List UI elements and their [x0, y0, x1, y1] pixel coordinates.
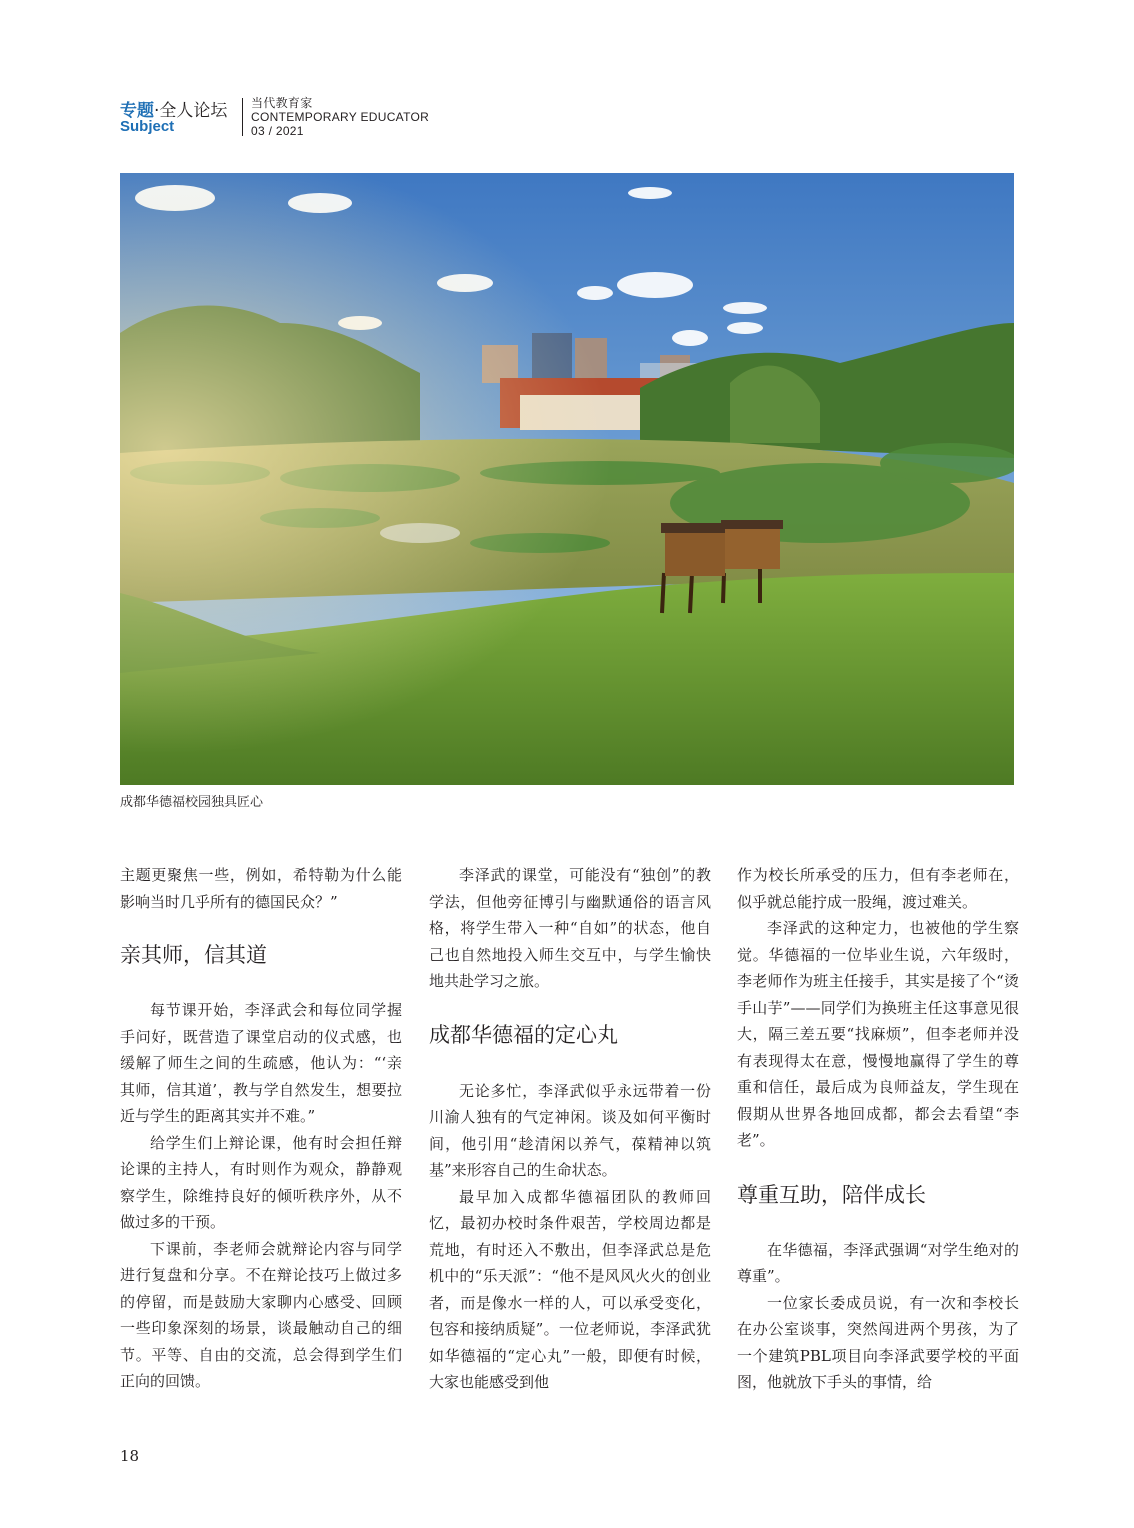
publication-name-cn: 当代教育家	[251, 96, 313, 110]
section-dot: ·	[154, 101, 160, 121]
issue-date: 03 / 2021	[251, 124, 304, 138]
campus-photo	[120, 173, 1014, 785]
paragraph: 给学生们上辩论课，他有时会担任辩论课的主持人，有时则作为观众，静静观察学生，除维持良好的倾听秩序外，从不做过多的干预。	[120, 1133, 402, 1231]
photo-caption: 成都华德福校园独具匠心	[120, 795, 264, 810]
paragraph: 最早加入成都华德福团队的教师回忆，最初办校时条件艰苦，学校周边都是荒地，有时还入不敷出，但李泽武总是危机中的“乐天派”：“他不是风风火火的创业者，而是像水一样的人，可以承受变化，包容和接纳质疑”。一位老师说，李泽武犹如华德福的“定心丸”一般，即便有时候，大家也能感受到他	[429, 1187, 711, 1391]
paragraph: 李泽武的这种定力，也被他的学生察觉。华德福的一位毕业生说，六年级时，李老师作为班主任接手，其实是接了个“烫手山芋”——同学们为换班主任这事意见很大，隔三差五要“找麻烦”，但李老师并没有表现得太在意，慢慢地赢得了学生的尊重和信任，最后成为良师益友，学生现在假期从世界各地回成都，都会去看望“李老”。	[737, 919, 1019, 1149]
subheading: 尊重互助，陪伴成长	[737, 1182, 926, 1207]
header-divider	[242, 98, 243, 136]
publication-name-en: CONTEMPORARY EDUCATOR	[251, 110, 430, 124]
paragraph: 李泽武的课堂，可能没有“独创”的教学法，但他旁征博引与幽默通俗的语言风格，将学生带入一种“自如”的状态，他自己也自然地投入师生交互中，与学生愉快地共赴学习之旅。	[429, 866, 711, 990]
text-column-1	[120, 862, 402, 1395]
paragraph: 主题更聚焦一些，例如，希特勒为什么能影响当时几乎所有的德国民众？”	[120, 866, 402, 911]
page-number: 18	[120, 1447, 140, 1465]
paragraph: 在华德福，李泽武强调“对学生绝对的尊重”。	[737, 1240, 1019, 1285]
paragraph: 作为校长所承受的压力，但有李老师在，似乎就总能拧成一股绳，渡过难关。	[737, 866, 1019, 911]
publication-info	[251, 96, 429, 138]
text-column-3	[737, 862, 1019, 1396]
subheading: 成都华德福的定心丸	[429, 1022, 618, 1047]
paragraph: 无论多忙，李泽武似乎永远带着一份川渝人独有的气定神闲。谈及如何平衡时间，他引用“趁清闲以养气，葆精神以筑基”来形容自己的生命状态。	[429, 1081, 711, 1179]
paragraph: 下课前，李老师会就辩论内容与同学进行复盘和分享。不在辩论技巧上做过多的停留，而是鼓励大家聊内心感受、回顾一些印象深刻的场景，谈最触动自己的细节。平等、自由的交流，总会得到学生们正向的回馈。	[120, 1239, 402, 1390]
subheading: 亲其师，信其道	[120, 943, 267, 967]
text-column-2	[429, 862, 711, 1396]
section-prefix: 专题	[120, 101, 154, 121]
paragraph: 一位家长委成员说，有一次和李校长在办公室谈事，突然闯进两个男孩，为了一个建筑PBL项目向李泽武要学校的平面图，他就放下手头的事情，给	[737, 1293, 1019, 1391]
paragraph: 每节课开始，李泽武会和每位同学握手问好，既营造了课堂启动的仪式感，也缓解了师生之间的生疏感，他认为：“‘亲其师，信其道’，教与学自然发生，想要拉近与学生的距离其实并不难。”	[120, 1001, 402, 1125]
section-title-en: Subject	[120, 118, 175, 135]
section-name: 全人论坛	[159, 101, 228, 121]
